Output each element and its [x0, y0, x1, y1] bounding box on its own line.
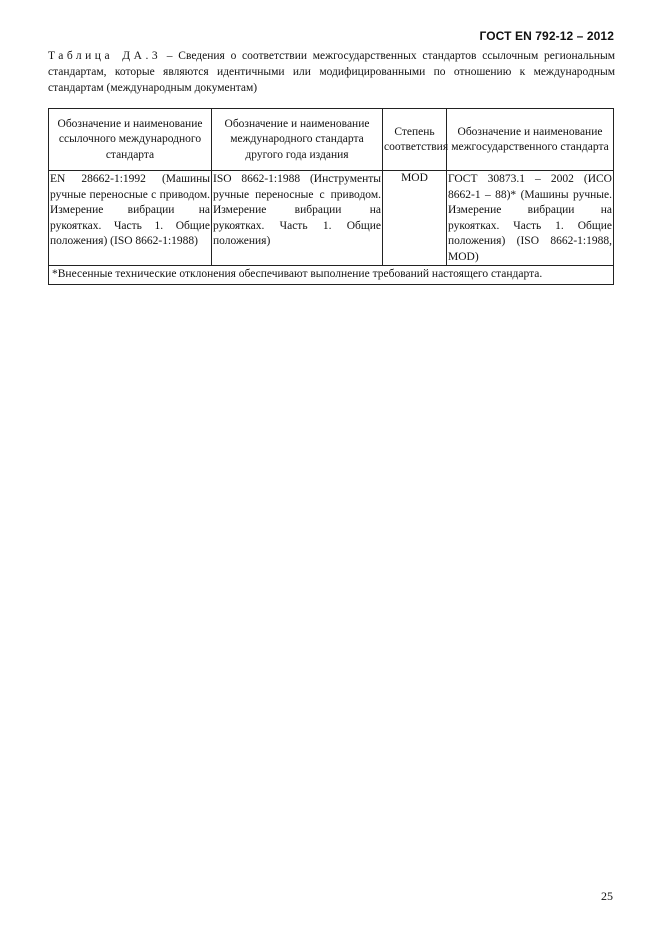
page-number: 25 [601, 889, 613, 903]
table-caption [48, 48, 615, 96]
table-footnote: *Внесенные технические отклонения обеспечивают выполнение требований настоящего стандарта. [49, 266, 614, 285]
table-footnote-row [49, 266, 614, 285]
header-interstate-standard: Обозначение и наименование межгосударственного стандарта [447, 109, 614, 171]
table-row [49, 171, 614, 266]
table-header-row [49, 109, 614, 171]
standards-correspondence-table [48, 108, 614, 285]
header-reference-standard: Обозначение и наименование ссылочного международного стандарта [49, 109, 212, 171]
cell-reference-standard: EN 28662-1:1992 (Машины ручные переносные с приводом. Измерение вибрации на рукоятках. Часть 1. Общие положения) (ISO 8662-1:1988) [49, 171, 212, 266]
header-degree-of-correspondence: Степень соответствия [383, 109, 447, 171]
table-caption-label: Таблица ДА.3 [48, 50, 162, 62]
table-caption-text: – Сведения о соответствии межгосударственных стандартов ссылочным региональным стандартам, которые являются идентичными или модифицированными по отношению к международным стандартам (международным документам) [48, 50, 615, 94]
header-international-standard-other-year: Обозначение и наименование международного стандарта другого года издания [212, 109, 383, 171]
cell-degree-of-correspondence: MOD [383, 171, 447, 266]
cell-international-standard-other-year: ISO 8662-1:1988 (Инструменты ручные переносные с приводом. Измерение вибрации на рукоятках. Часть 1. Общие положения) [212, 171, 383, 266]
cell-interstate-standard: ГОСТ 30873.1 – 2002 (ИСО 8662-1 – 88)* (Машины ручные. Измерение вибрации на рукоятках. Часть 1. Общие положения) (ISO 8662-1:1988, MOD) [447, 171, 614, 266]
document-id-header: ГОСТ EN 792-12 – 2012 [479, 29, 614, 43]
